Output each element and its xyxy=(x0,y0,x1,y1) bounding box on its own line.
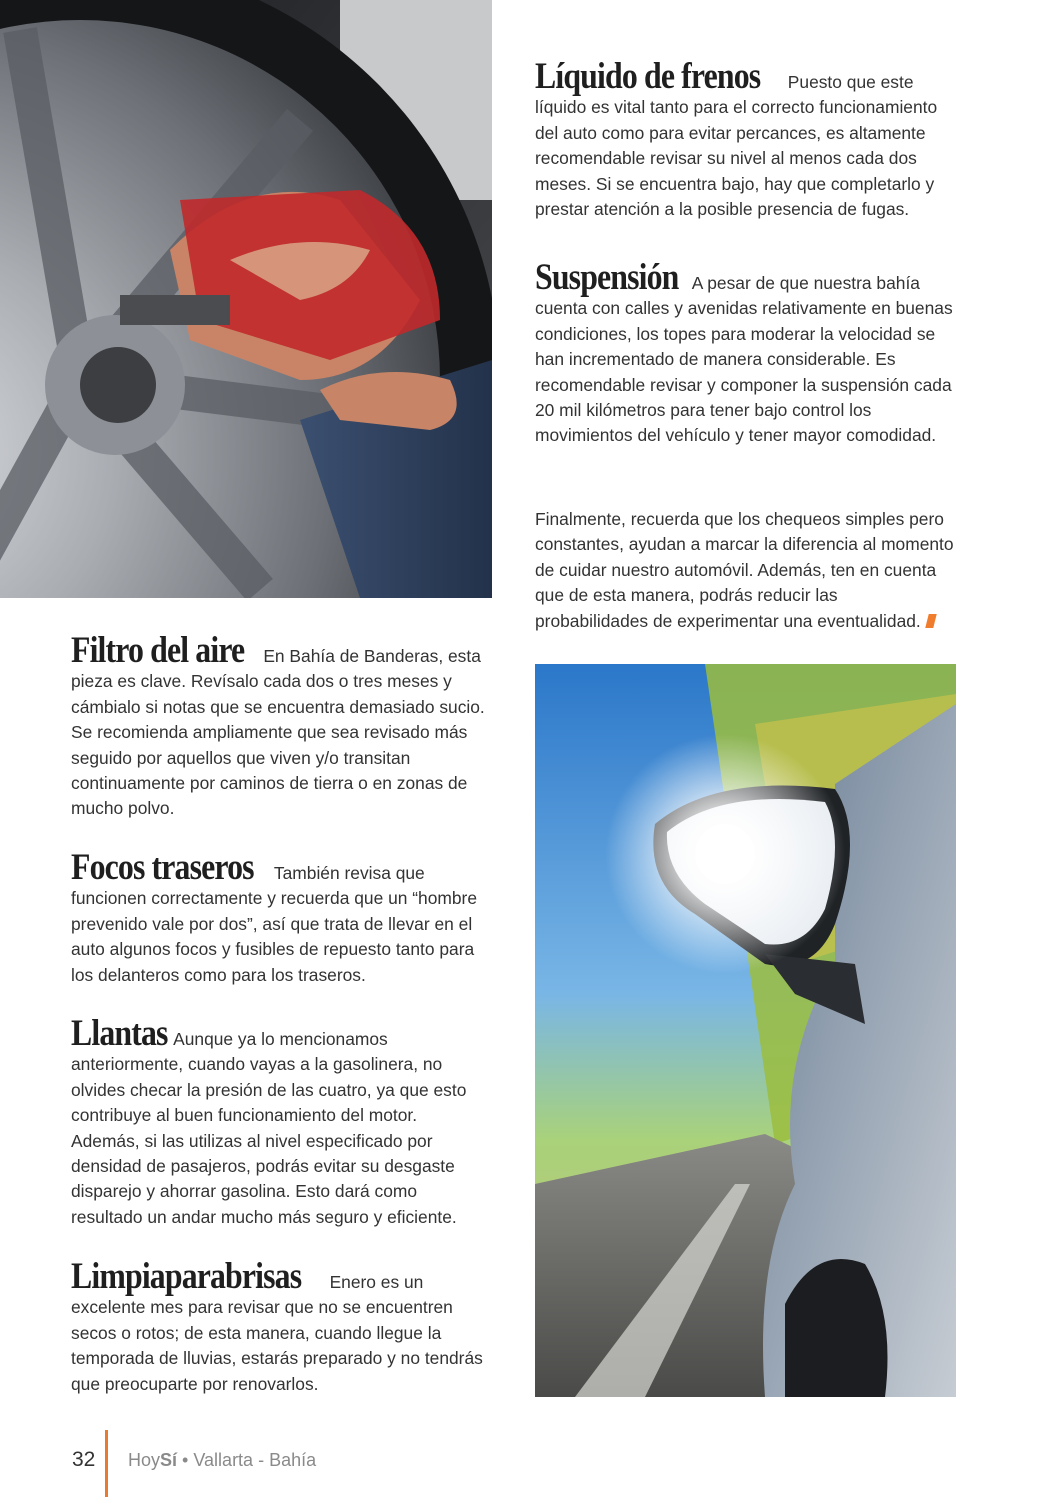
footer-divider xyxy=(105,1430,108,1497)
section-body: Aunque ya lo mencionamos anteriormente, cuando vayas a la gasolinera, no olvides checar la presión de las cuatro, ya que esto contribuye al buen funcionamiento del motor. Además, si las utilizas al nivel especificado por densidad de pasajeros, podrás evitar su desgaste disparejo y ahorrar gasolina. Esto dará como resultado un andar mucho más seguro y eficiente. xyxy=(71,1029,467,1227)
brand-hoy: Hoy xyxy=(128,1450,161,1470)
article-suspension xyxy=(535,257,955,449)
closing-text: Finalmente, recuerda que los chequeos simples pero constantes, ayudan a marcar la diferencia al momento de cuidar nuestro automóvil. Además, ten en cuenta que de esta manera, podrás reducir las probabilidades de experimentar una eventualidad. xyxy=(535,509,954,631)
section-body: Puesto que este líquido es vital tanto para el correcto funcionamiento del auto como para evitar percances, es altamente recomendable revisar su nivel al menos cada dos meses. Si se encuentra bajo, hay que completarlo y prestar atención a la posible presencia de fugas. xyxy=(535,72,938,220)
article-filtro-del-aire xyxy=(71,630,489,822)
section-heading: Limpiaparabrisas xyxy=(71,1256,302,1297)
closing-paragraph xyxy=(535,507,955,634)
section-heading: Líquido de frenos xyxy=(535,56,761,97)
article-limpiaparabrisas xyxy=(71,1256,489,1397)
section-body: Enero es un excelente mes para revisar que no se encuentren secos o rotos; de esta manera, cuando llegue la temporada de lluvias, estarás preparado y no tendrás que preocuparte por renovarlos. xyxy=(71,1272,483,1394)
section-heading: Llantas xyxy=(71,1013,168,1054)
brand-si: Sí xyxy=(160,1450,178,1470)
section-heading: Suspensión xyxy=(535,257,679,298)
bullet-separator: • xyxy=(182,1450,189,1470)
section-body: En Bahía de Banderas, esta pieza es clave. Revísalo cada dos o tres meses y cámbialo si notas que se encuentra demasiado sucio. Se recomienda ampliamente que sea revisado más seguido por aquellos que viven y/o transitan continuamente por caminos de tierra o en zonas de mucho polvo. xyxy=(71,646,485,819)
page-footer xyxy=(0,1430,1041,1497)
article-liquido-de-frenos xyxy=(535,56,955,222)
article-focos-traseros xyxy=(71,847,489,988)
publication-name xyxy=(128,1450,316,1471)
tire-wrench-photo xyxy=(0,0,492,598)
end-mark-icon xyxy=(925,614,936,628)
section-body: A pesar de que nuestra bahía cuenta con calles y avenidas relativamente en buenas condiciones, los topes para moderar la velocidad se han incrementado de manera considerable. Es recomendable revisar y componer la suspensión cada 20 mil kilómetros para tener bajo control los movimientos del vehículo y tener mayor comodidad. xyxy=(535,273,953,446)
article-llantas xyxy=(71,1013,489,1230)
section-heading: Focos traseros xyxy=(71,847,254,888)
section-body: También revisa que funcionen correctamente y recuerda que un “hombre prevenido vale por dos”, así que trata de llevar en el auto algunos focos y fusibles de repuesto tanto para los delanteros como para los traseros. xyxy=(71,863,478,985)
page-number: 32 xyxy=(72,1448,96,1471)
car-mirror-photo xyxy=(535,664,956,1397)
section-heading: Filtro del aire xyxy=(71,630,245,671)
section-name: Vallarta - Bahía xyxy=(193,1450,317,1470)
